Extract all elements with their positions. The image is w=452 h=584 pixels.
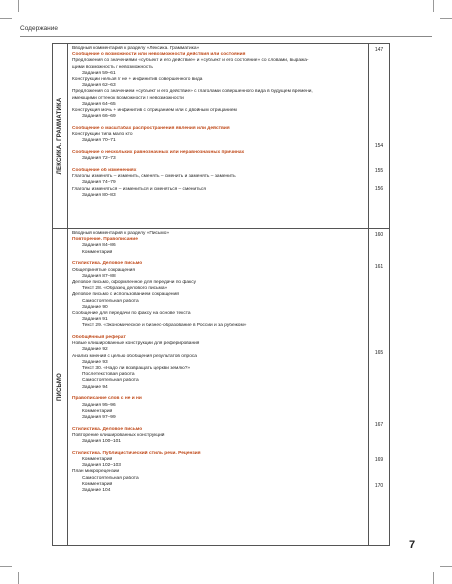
section-side-cell bbox=[53, 44, 68, 229]
toc-entry: Новые клишированные конструкции для реферирования bbox=[72, 341, 200, 347]
toc-entry: Комментарий bbox=[82, 249, 113, 255]
toc-entry: Глаголы изменять – изменить, сменять – сменить и заменять – заменить bbox=[72, 174, 236, 180]
toc-entry: Конструкции нельзя // не + инфинитив совершенного вида bbox=[72, 77, 203, 83]
page-number: 7 bbox=[409, 539, 416, 551]
toc-entry: Задания 66–69 bbox=[82, 114, 116, 120]
crop-mark bbox=[440, 566, 452, 567]
toc-entry: Текст 30. «Надо ли возвращать церкви землю?» bbox=[82, 366, 191, 372]
page-ref: 161 bbox=[374, 264, 384, 270]
toc-entry: Задания 102–103 bbox=[82, 463, 121, 469]
section-label: ПИСЬМО bbox=[57, 373, 63, 401]
toc-entry: Задания 70–71 bbox=[82, 138, 116, 144]
toc-entry: Послетекстовая работа bbox=[82, 372, 135, 378]
toc-entry: Задания 91 bbox=[82, 317, 108, 323]
toc-entry: Комментарий bbox=[82, 481, 113, 487]
section-label: ЛЕКСИКА. ГРАММАТИКА bbox=[57, 97, 63, 175]
toc-entry: Деловое письмо, оформленное для передачи по факсу bbox=[72, 279, 196, 285]
section-side-cell bbox=[53, 229, 68, 546]
section-content bbox=[68, 229, 369, 546]
toc-entry: Задание 92 bbox=[82, 347, 108, 353]
toc-entry: Задания 80–83 bbox=[82, 192, 116, 198]
toc-entry: Задание 94 bbox=[82, 384, 108, 390]
toc-heading: Стилистика. Деловое письмо bbox=[72, 426, 143, 432]
section-content bbox=[68, 44, 369, 229]
crop-mark bbox=[0, 566, 12, 567]
toc-heading: Сообщение о возможности или невозможности действия или состояния bbox=[72, 52, 246, 58]
page-ref: 169 bbox=[374, 457, 384, 463]
toc-entry: Общепринятые сокращения bbox=[72, 267, 135, 273]
crop-mark bbox=[433, 572, 434, 584]
toc-entry: Глаголы изменяться – измениться и сменяться – смениться bbox=[72, 186, 206, 192]
page-ref: 165 bbox=[374, 350, 384, 356]
page-ref: 156 bbox=[374, 186, 384, 192]
page-ref: 170 bbox=[374, 483, 384, 489]
page-ref: 154 bbox=[374, 143, 384, 149]
toc-entry: Задания 64–65 bbox=[82, 101, 116, 107]
toc-heading: Сообщение о нескольких равнозначных или неравнозначных причинах bbox=[72, 150, 245, 156]
toc-heading: Сообщение об изменениях bbox=[72, 167, 137, 173]
toc-entry: Конструкции типа мало кто bbox=[72, 132, 133, 138]
toc-entry: Задания 100–101 bbox=[82, 439, 121, 445]
toc-entry: Предложения со значениями «субъект и его действие» и «субъект и его состояние» со словами, выража- bbox=[72, 58, 309, 64]
section-pages bbox=[369, 229, 390, 546]
page-ref: 155 bbox=[374, 168, 384, 174]
toc-entry: Задание 90 bbox=[82, 304, 108, 310]
toc-entry: Самостоятельная работа bbox=[82, 475, 139, 481]
toc-entry: Задание 93 bbox=[82, 359, 108, 365]
toc-heading: Стилистика. Деловое письмо bbox=[72, 261, 143, 267]
toc-heading: Сообщение о масштабах распространения явления или действия bbox=[72, 125, 230, 131]
crop-mark bbox=[433, 0, 434, 12]
toc-entry: Текст 28. «Образец делового письма» bbox=[82, 286, 168, 292]
toc-entry: Задания 97–99 bbox=[82, 414, 116, 420]
toc-heading: Повторение. Правописание bbox=[72, 237, 138, 243]
toc-section-writing bbox=[53, 229, 390, 546]
toc-heading: Обобщённый реферат bbox=[72, 335, 126, 341]
toc-table bbox=[52, 43, 390, 546]
toc-heading: Правописание слов с не и ни bbox=[72, 396, 142, 402]
toc-entry: Задания 59–61 bbox=[82, 70, 116, 76]
toc-entry: План микрорецензии bbox=[72, 469, 120, 475]
toc-heading: Стилистика. Публицистический стиль речи. Рецензия bbox=[72, 450, 201, 456]
toc-entry: Комментарий bbox=[82, 408, 113, 414]
toc-entry: Самостоятельная работа bbox=[82, 378, 139, 384]
toc-entry: Сообщение для передачи по факсу на основе текста bbox=[72, 310, 191, 316]
page-ref: 160 bbox=[374, 232, 384, 238]
toc-entry: Предложения со значением «субъект и его действие» с глаголами совершенного вида в будущем времени, bbox=[72, 89, 313, 95]
section-pages bbox=[369, 44, 390, 229]
toc-entry: Задания 95–96 bbox=[82, 402, 116, 408]
toc-entry: Задания 74–79 bbox=[82, 180, 116, 186]
toc-entry: Задания 72–73 bbox=[82, 156, 116, 162]
toc-entry: Вводный комментарий к разделу «Лексика. Грамматика» bbox=[72, 46, 200, 51]
toc-section-lexicon-grammar bbox=[53, 44, 390, 229]
toc-entry: Анализ мнений с целью обобщения результатов опроса bbox=[72, 353, 197, 359]
toc-entry: Задания 84–86 bbox=[82, 243, 116, 249]
page-header-title: Содержание bbox=[20, 25, 58, 32]
toc-entry: щими возможность / невозможность bbox=[72, 64, 153, 70]
toc-entry: Задание 104 bbox=[82, 488, 111, 494]
header-divider bbox=[20, 36, 432, 37]
toc-entry: Вводный комментарий к разделу «Письмо» bbox=[72, 231, 170, 236]
page-ref: 147 bbox=[374, 47, 384, 53]
page-ref: 167 bbox=[374, 422, 384, 428]
toc-entry: Повторение клишированных конструкций bbox=[72, 432, 165, 438]
toc-entry: Конструкция мочь + инфинитив с отрицанием или с двойным отрицанием bbox=[72, 108, 237, 114]
toc-entry: Комментарий bbox=[82, 457, 113, 462]
toc-entry: Задания 62–63 bbox=[82, 83, 116, 89]
crop-mark bbox=[18, 0, 19, 12]
toc-entry: Деловое письмо с использованием сокращений bbox=[72, 292, 179, 298]
crop-mark bbox=[0, 18, 12, 19]
crop-mark bbox=[18, 572, 19, 584]
toc-entry: имеющими оттенок возможности / невозможности bbox=[72, 95, 184, 101]
toc-entry: Текст 29. «Экономическое и бизнес-образование в России и за рубежом» bbox=[82, 323, 247, 329]
crop-mark bbox=[440, 18, 452, 19]
toc-entry: Самостоятельная работа bbox=[82, 298, 139, 304]
toc-entry: Задания 87–88 bbox=[82, 273, 116, 279]
